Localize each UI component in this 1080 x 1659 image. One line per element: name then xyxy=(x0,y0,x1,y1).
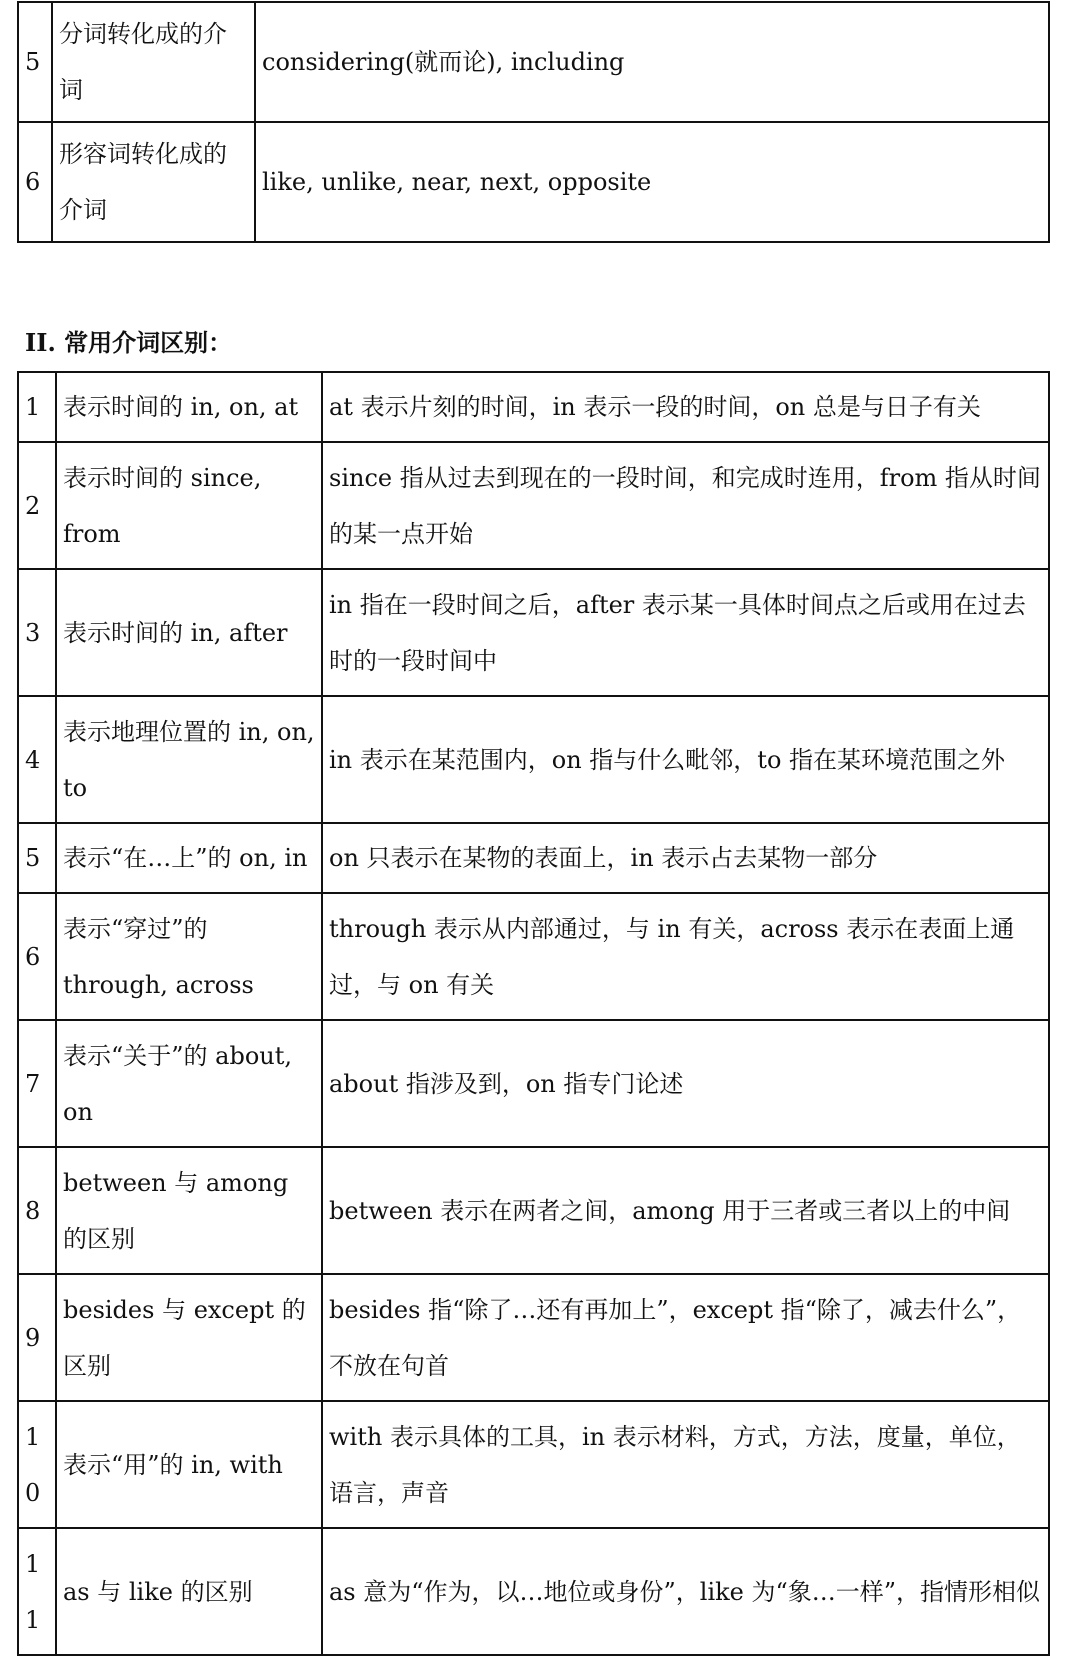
table-row xyxy=(18,372,1049,442)
table-row xyxy=(18,442,1049,569)
row-category: 表示地理位置的 in, on, to xyxy=(56,696,322,823)
table-row xyxy=(18,1147,1049,1274)
row-category: 表示“穿过”的 through, across xyxy=(56,893,322,1020)
row-content: like, unlike, near, next, opposite xyxy=(255,122,1049,242)
row-number: 8 xyxy=(18,1147,56,1274)
row-number: 9 xyxy=(18,1274,56,1401)
row-content: about 指涉及到，on 指专门论述 xyxy=(322,1020,1049,1147)
row-number: 6 xyxy=(18,122,52,242)
row-category: 表示“在…上”的 on, in xyxy=(56,823,322,893)
row-content: considering(就而论), including xyxy=(255,2,1049,122)
row-number: 11 xyxy=(18,1528,56,1655)
row-number: 3 xyxy=(18,569,56,696)
row-number: 4 xyxy=(18,696,56,823)
table-row xyxy=(18,1401,1049,1528)
row-category: besides 与 except 的区别 xyxy=(56,1274,322,1401)
row-number: 1 xyxy=(18,372,56,442)
row-category: 表示“关于”的 about, on xyxy=(56,1020,322,1147)
table-row xyxy=(18,122,1049,242)
table-row xyxy=(18,1274,1049,1401)
row-category: 表示时间的 in, after xyxy=(56,569,322,696)
row-content: on 只表示在某物的表面上，in 表示占去某物一部分 xyxy=(322,823,1049,893)
row-content: in 指在一段时间之后，after 表示某一具体时间点之后或用在过去时的一段时间中 xyxy=(322,569,1049,696)
table-row xyxy=(18,2,1049,122)
row-category: 表示时间的 in, on, at xyxy=(56,372,322,442)
row-category: 表示“用”的 in, with xyxy=(56,1401,322,1528)
row-content: through 表示从内部通过，与 in 有关，across 表示在表面上通过，与 on 有关 xyxy=(322,893,1049,1020)
row-number: 5 xyxy=(18,823,56,893)
row-number: 2 xyxy=(18,442,56,569)
row-category: between 与 among 的区别 xyxy=(56,1147,322,1274)
row-number: 10 xyxy=(18,1401,56,1528)
table-row xyxy=(18,823,1049,893)
row-content: with 表示具体的工具，in 表示材料，方式，方法，度量，单位，语言，声音 xyxy=(322,1401,1049,1528)
row-content: since 指从过去到现在的一段时间，和完成时连用，from 指从时间的某一点开始 xyxy=(322,442,1049,569)
row-number: 7 xyxy=(18,1020,56,1147)
row-category: 表示时间的 since, from xyxy=(56,442,322,569)
row-category: 形容词转化成的介词 xyxy=(52,122,255,242)
row-content: between 表示在两者之间，among 用于三者或三者以上的中间 xyxy=(322,1147,1049,1274)
table-row xyxy=(18,893,1049,1020)
row-content: as 意为“作为，以…地位或身份”，like 为“象…一样”，指情形相似 xyxy=(322,1528,1049,1655)
table-row xyxy=(18,569,1049,696)
prepositions-table-continued xyxy=(17,1,1050,243)
row-category: as 与 like 的区别 xyxy=(56,1528,322,1655)
preposition-differences-table xyxy=(17,371,1050,1656)
row-content: in 表示在某范围内，on 指与什么毗邻，to 指在某环境范围之外 xyxy=(322,696,1049,823)
section-heading: II. 常用介词区别： xyxy=(25,328,233,357)
table-row xyxy=(18,1020,1049,1147)
row-content: at 表示片刻的时间，in 表示一段的时间，on 总是与日子有关 xyxy=(322,372,1049,442)
table-row xyxy=(18,696,1049,823)
row-number: 5 xyxy=(18,2,52,122)
row-category: 分词转化成的介词 xyxy=(52,2,255,122)
row-number: 6 xyxy=(18,893,56,1020)
row-content: besides 指“除了…还有再加上”，except 指“除了，减去什么”，不放在句首 xyxy=(322,1274,1049,1401)
table-row xyxy=(18,1528,1049,1655)
